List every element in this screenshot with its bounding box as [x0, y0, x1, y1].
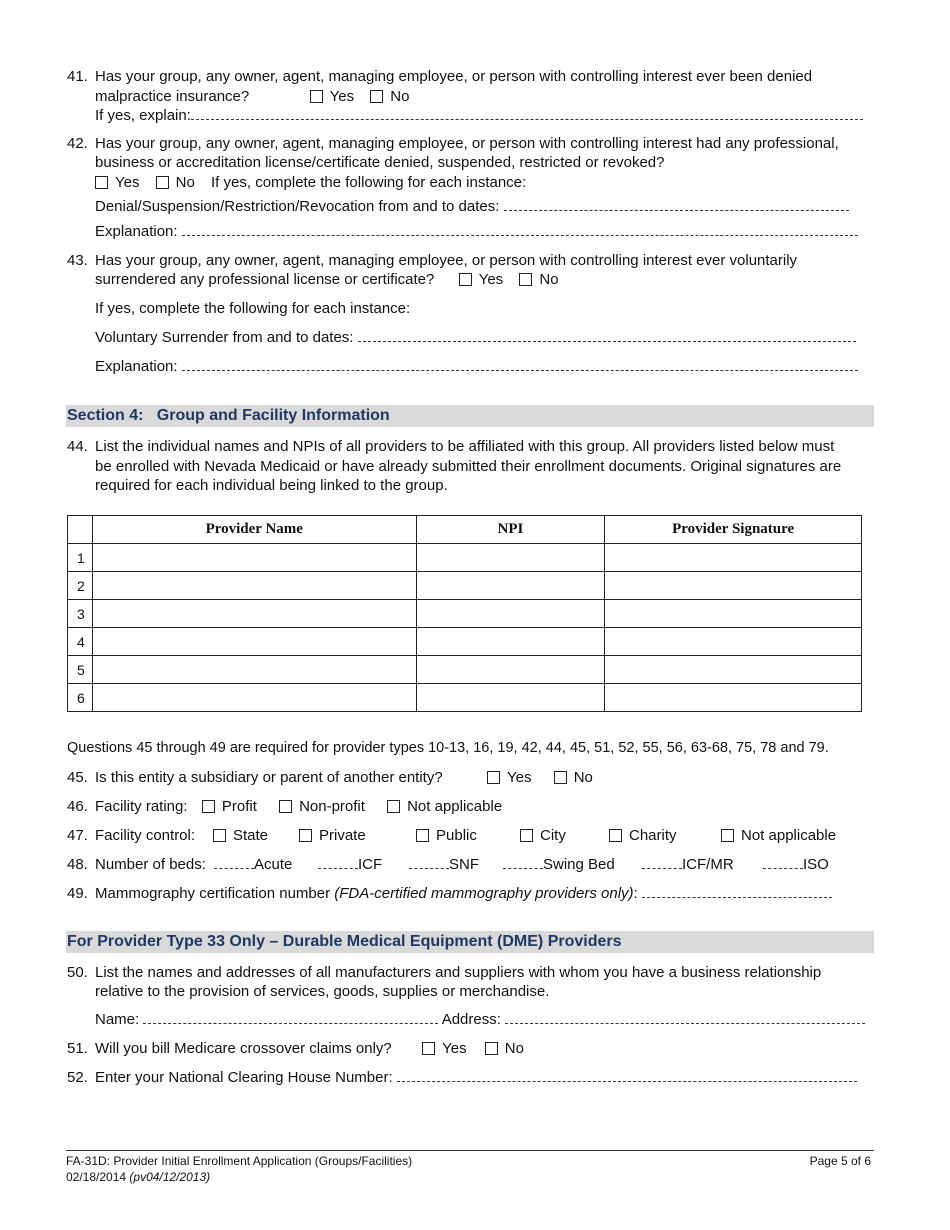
city-checkbox[interactable] — [520, 829, 533, 842]
swing-bed-beds[interactable] — [503, 855, 615, 874]
provider-name-cell[interactable] — [92, 544, 416, 572]
footer-date: 02/18/2014 — [66, 1170, 130, 1184]
beds-field[interactable] — [763, 856, 803, 869]
beds-field[interactable] — [214, 856, 254, 869]
section-title: Section 4: Group and Facility Information — [67, 407, 390, 424]
not-applicable-option[interactable] — [721, 826, 836, 845]
provider-name-cell[interactable] — [92, 600, 416, 628]
section-header — [66, 931, 874, 953]
question-text: Mammography certification number — [95, 885, 335, 902]
option-label: Public — [436, 827, 477, 844]
no-checkbox[interactable] — [519, 273, 532, 286]
question-number: 43. — [67, 252, 88, 269]
yes-checkbox[interactable] — [310, 90, 323, 103]
yes-option[interactable] — [95, 173, 139, 192]
public-checkbox[interactable] — [416, 829, 429, 842]
question-text-continued — [95, 270, 571, 289]
clearing-house-number-field[interactable] — [397, 1069, 857, 1082]
row-number: 5 — [68, 656, 93, 684]
footer-date-row — [66, 1169, 210, 1185]
city-option[interactable] — [520, 826, 566, 845]
option-label: Profit — [221, 798, 257, 815]
option-label: Not applicable — [741, 827, 837, 844]
row-number: 4 — [68, 628, 93, 656]
private-option[interactable] — [299, 826, 366, 845]
table-row — [68, 628, 862, 656]
question-text: malpractice insurance? — [95, 88, 250, 105]
row-number: 2 — [68, 572, 93, 600]
question-row — [95, 768, 605, 787]
question-text: surrendered any professional license or certificate? — [95, 271, 435, 288]
beds-field[interactable] — [503, 856, 543, 869]
address-label: Address: — [441, 1011, 501, 1028]
yes-option[interactable] — [459, 270, 503, 289]
dates-label: Denial/Suspension/Restriction/Revocation from and to dates: — [95, 198, 500, 215]
npi-cell[interactable] — [416, 572, 605, 600]
no-option[interactable] — [519, 270, 558, 289]
question-number: 50. — [67, 964, 88, 981]
row-number: 3 — [68, 600, 93, 628]
row-number-header — [68, 516, 93, 544]
npi-cell[interactable] — [416, 600, 605, 628]
icf-mr-beds[interactable] — [642, 855, 734, 874]
column-header: Provider Signature — [605, 516, 862, 544]
question-row — [95, 1039, 536, 1058]
question-row — [95, 797, 514, 816]
dates-row — [95, 328, 856, 347]
option-label: Private — [319, 827, 366, 844]
footer-form-title: FA-31D: Provider Initial Enrollment Application (Groups/Facilities) — [66, 1154, 413, 1168]
yes-checkbox[interactable] — [459, 273, 472, 286]
provider-name-cell[interactable] — [92, 656, 416, 684]
yes-checkbox[interactable] — [422, 1042, 435, 1055]
no-label: No — [175, 174, 195, 191]
explanation-field[interactable] — [182, 358, 858, 371]
bed-type-label: Swing Bed — [543, 856, 615, 873]
beds-field[interactable] — [318, 856, 358, 869]
bed-type-label: SNF — [449, 856, 479, 873]
footer-page-number: Page 5 of 6 — [809, 1154, 871, 1168]
profit-option[interactable] — [202, 797, 257, 816]
yes-option[interactable] — [310, 87, 354, 106]
table-header-row — [68, 516, 862, 544]
column-header: NPI — [416, 516, 605, 544]
question-text: Has your group, any owner, agent, managing employee, or person with controlling interest ever voluntarily — [95, 252, 798, 269]
question-text: relative to the provision of services, goods, supplies or merchandise. — [95, 983, 550, 1000]
bed-type-label: ICF/MR — [682, 856, 734, 873]
iso-beds[interactable] — [763, 855, 829, 874]
option-label: City — [540, 827, 566, 844]
npi-cell[interactable] — [416, 544, 605, 572]
column-header: Provider Name — [92, 516, 416, 544]
explain-row — [95, 106, 863, 125]
not-applicable-option[interactable] — [387, 797, 502, 816]
explain-label: If yes, explain: — [95, 107, 191, 124]
instance-label: If yes, complete the following for each instance: — [211, 174, 527, 191]
option-label: Not applicable — [407, 798, 503, 815]
question-text: be enrolled with Nevada Medicaid or have already submitted their enrollment documents. Original signatures are — [95, 458, 842, 475]
yes-label: Yes — [478, 271, 504, 288]
no-checkbox[interactable] — [485, 1042, 498, 1055]
no-option[interactable] — [485, 1039, 524, 1058]
state-option[interactable] — [213, 826, 268, 845]
provider-signature-cell[interactable] — [605, 628, 862, 656]
non-profit-option[interactable] — [279, 797, 365, 816]
footer-version: (pv04/12/2013) — [129, 1170, 211, 1184]
dates-row — [95, 197, 849, 216]
question-row — [95, 1068, 857, 1087]
question-text: Facility rating: — [95, 798, 188, 815]
icf-beds[interactable] — [318, 855, 382, 874]
charity-option[interactable] — [609, 826, 677, 845]
state-checkbox[interactable] — [213, 829, 226, 842]
question-number: 41. — [67, 68, 88, 85]
name-field[interactable] — [143, 1011, 438, 1024]
provider-signature-cell[interactable] — [605, 684, 862, 712]
explanation-field[interactable] — [182, 223, 858, 236]
question-number: 45. — [67, 769, 88, 786]
explanation-label: Explanation: — [95, 223, 178, 240]
question-text: required for each individual being linked to the group. — [95, 477, 448, 494]
npi-cell[interactable] — [416, 628, 605, 656]
table-row — [68, 684, 862, 712]
table-row — [68, 544, 862, 572]
yes-label: Yes — [442, 1040, 467, 1057]
no-checkbox[interactable] — [156, 176, 169, 189]
question-text: List the names and addresses of all manufacturers and suppliers with whom you have a business relationship — [95, 964, 822, 981]
provider-name-cell[interactable] — [92, 684, 416, 712]
profit-checkbox[interactable] — [202, 800, 215, 813]
question-number: 52. — [67, 1069, 88, 1086]
bed-type-label: ISO — [803, 856, 829, 873]
dates-label: Voluntary Surrender from and to dates: — [95, 329, 354, 346]
row-number: 6 — [68, 684, 93, 712]
option-label: State — [233, 827, 269, 844]
no-option[interactable] — [156, 173, 195, 192]
option-label: Charity — [629, 827, 677, 844]
yes-label: Yes — [507, 769, 532, 786]
requirements-note: Questions 45 through 49 are required for provider types 10-13, 16, 19, 42, 44, 45, 51, 52, 55, 56, 63-68, 75, 78 and 79. — [67, 740, 829, 756]
question-text-continued — [95, 87, 421, 106]
explanation-row — [95, 222, 858, 241]
snf-beds[interactable] — [409, 855, 479, 874]
explain-field[interactable] — [191, 107, 863, 120]
bed-type-label: ICF — [358, 856, 383, 873]
instance-label: If yes, complete the following for each instance: — [95, 300, 411, 317]
section-header — [66, 405, 874, 427]
question-qualifier: (FDA-certified mammography providers only) — [334, 885, 634, 902]
question-text: Is this entity a subsidiary or parent of another entity? — [95, 769, 443, 786]
yes-option[interactable] — [487, 768, 531, 787]
question-number: 46. — [67, 798, 88, 815]
question-text: Facility control: — [95, 827, 196, 844]
answer-row — [95, 173, 526, 192]
yes-checkbox[interactable] — [487, 771, 500, 784]
question-text: Enter your National Clearing House Number: — [95, 1069, 393, 1086]
no-label: No — [539, 271, 559, 288]
colon: : — [633, 885, 638, 902]
npi-cell[interactable] — [416, 656, 605, 684]
not-applicable-checkbox[interactable] — [721, 829, 734, 842]
public-option[interactable] — [416, 826, 477, 845]
no-option[interactable] — [554, 768, 593, 787]
question-number: 51. — [67, 1040, 88, 1057]
explanation-row — [95, 357, 858, 376]
question-text: Will you bill Medicare crossover claims only? — [95, 1040, 392, 1057]
option-label: Non-profit — [299, 798, 365, 815]
question-text: business or accreditation license/certificate denied, suspended, restricted or revoked? — [95, 154, 665, 171]
row-number: 1 — [68, 544, 93, 572]
not-applicable-checkbox[interactable] — [387, 800, 400, 813]
question-text: Has your group, any owner, agent, managing employee, or person with controlling interest had any professional, — [95, 135, 839, 152]
question-text: Number of beds: — [95, 856, 206, 873]
no-label: No — [390, 88, 410, 105]
question-row — [95, 884, 832, 903]
question-number: 47. — [67, 827, 88, 844]
question-number: 42. — [67, 135, 88, 152]
no-checkbox[interactable] — [370, 90, 383, 103]
acute-beds[interactable] — [214, 855, 292, 874]
yes-checkbox[interactable] — [95, 176, 108, 189]
yes-option[interactable] — [422, 1039, 466, 1058]
dates-field[interactable] — [504, 198, 849, 211]
npi-cell[interactable] — [416, 684, 605, 712]
table-row — [68, 600, 862, 628]
yes-label: Yes — [329, 88, 355, 105]
provider-signature-cell[interactable] — [605, 544, 862, 572]
explanation-label: Explanation: — [95, 358, 178, 375]
bed-type-label: Acute — [254, 856, 293, 873]
dates-field[interactable] — [358, 329, 856, 342]
yes-label: Yes — [115, 174, 140, 191]
footer-divider — [66, 1150, 874, 1151]
provider-table — [67, 515, 862, 712]
provider-signature-cell[interactable] — [605, 572, 862, 600]
table-row — [68, 572, 862, 600]
no-option[interactable] — [370, 87, 409, 106]
no-label: No — [504, 1040, 524, 1057]
name-label: Name: — [95, 1011, 140, 1028]
question-text: List the individual names and NPIs of all providers to be affiliated with this group. All providers listed below must — [95, 438, 835, 455]
question-number: 48. — [67, 856, 88, 873]
charity-checkbox[interactable] — [609, 829, 622, 842]
provider-signature-cell[interactable] — [605, 600, 862, 628]
private-checkbox[interactable] — [299, 829, 312, 842]
name-address-row — [95, 1010, 865, 1029]
section-title: For Provider Type 33 Only – Durable Medical Equipment (DME) Providers — [67, 933, 622, 950]
question-text: Has your group, any owner, agent, managing employee, or person with controlling interest ever been denied — [95, 68, 813, 85]
mammography-number-field[interactable] — [642, 885, 832, 898]
no-checkbox[interactable] — [554, 771, 567, 784]
non-profit-checkbox[interactable] — [279, 800, 292, 813]
provider-name-cell[interactable] — [92, 628, 416, 656]
beds-field[interactable] — [642, 856, 682, 869]
question-number: 49. — [67, 885, 88, 902]
provider-signature-cell[interactable] — [605, 656, 862, 684]
provider-name-cell[interactable] — [92, 572, 416, 600]
no-label: No — [573, 769, 593, 786]
table-row — [68, 656, 862, 684]
address-field[interactable] — [505, 1011, 865, 1024]
question-number: 44. — [67, 438, 88, 455]
beds-field[interactable] — [409, 856, 449, 869]
